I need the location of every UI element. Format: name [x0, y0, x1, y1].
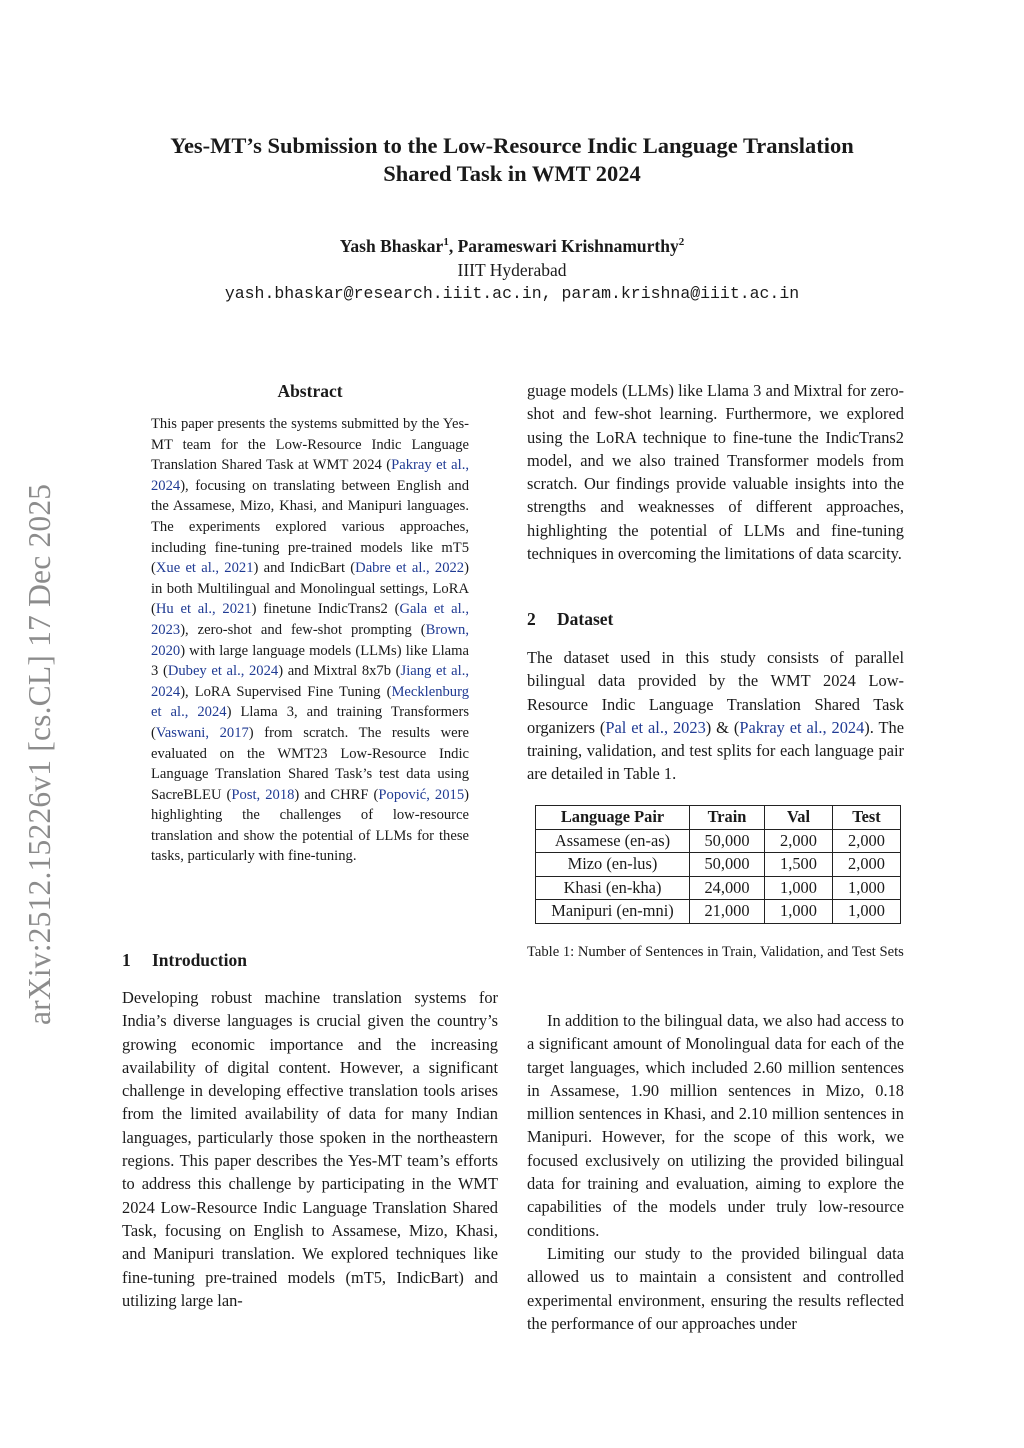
citation-link[interactable]: Brown, 2020 [151, 621, 469, 659]
table-cell: 24,000 [690, 876, 765, 900]
table-cell: 2,000 [833, 829, 901, 853]
citation-link[interactable]: Pakray et al., 2024 [151, 457, 469, 494]
title-line-1: Yes-MT’s Submission to the Low-Resource Indic Language Translation [170, 133, 854, 158]
column-header: Test [833, 806, 901, 830]
table-cell: 2,000 [765, 829, 833, 853]
author-1: Yash Bhaskar [339, 235, 444, 256]
citation-link[interactable]: Dubey et al., 2024 [167, 663, 279, 680]
section-number: 1 [122, 950, 131, 970]
author-2: Parameswari Krishnamurthy [457, 235, 679, 256]
table-row [536, 829, 901, 853]
citation-link[interactable]: Gala et al., 2023 [151, 601, 469, 638]
citation-link[interactable]: Pakray et al., 2024 [739, 717, 865, 737]
title-line-2: Shared Task in WMT 2024 [383, 161, 641, 186]
abstract [151, 380, 469, 867]
citation-link[interactable]: Mecklenburg et al., 2024 [151, 683, 469, 721]
section-title: Dataset [557, 609, 614, 629]
paper-title [100, 132, 924, 188]
table-cell: Assamese (en-as) [536, 829, 690, 853]
introduction-continued [527, 379, 904, 565]
table-row [536, 876, 901, 900]
section-title: Introduction [152, 950, 247, 970]
section-1-heading [122, 950, 247, 971]
citation-link[interactable]: Hu et al., 2021 [155, 601, 252, 618]
table-cell: 1,000 [765, 900, 833, 924]
author-emails: yash.bhaskar@research.iiit.ac.in, param.krishna@iiit.ac.in [224, 283, 800, 303]
citation-link[interactable]: Xue et al., 2021 [155, 560, 254, 577]
table-row [536, 900, 901, 924]
dataset-paragraph: The dataset used in this study consists of parallel bilingual data provided by the WMT 2024 Low-Resource Indic Language Translation Shared Task organizers (Pal et al., 2023) & (Pakray et al., 2024). The training, validation, and test splits for each language pair are detailed in Table 1. [527, 648, 904, 784]
author-names [100, 230, 924, 258]
citation-link[interactable]: Dabre et al., 2022 [355, 560, 465, 577]
citation-link[interactable]: Jiang et al., 2024 [151, 663, 469, 700]
table-cell: 1,000 [833, 876, 901, 900]
table-cell: Mizo (en-lus) [536, 853, 690, 877]
author-2-affil: 2 [678, 236, 685, 248]
dataset-table [535, 805, 901, 924]
abstract-heading: Abstract [277, 381, 343, 401]
introduction-text [122, 986, 498, 1312]
table-cell: 1,500 [765, 853, 833, 877]
section-2-heading [527, 609, 613, 630]
table-cell: Khasi (en-kha) [536, 876, 690, 900]
table-cell: 2,000 [833, 853, 901, 877]
column-header: Train [690, 806, 765, 830]
dataset-text-continued [527, 1009, 904, 1335]
abstract-text: This paper presents the systems submitted by the Yes-MT team for the Low-Resource Indic Language Translation Shared Task at WMT 2024 (Pakray et al., 2024), focusing on translating between English and the Assamese, Mizo, Khasi, and Manipuri languages. The experiments explored various approaches, including fine-tuning pre-trained models like mT5 (Xue et al., 2021) and IndicBart (Dabre et al., 2022) in both Multilingual and Monolingual settings, LoRA (Hu et al., 2021) finetune IndicTrans2 (Gala et al., 2023), zero-shot and few-shot prompting (Brown, 2020) with large language models (LLMs) like Llama 3 (Dubey et al., 2024) and Mixtral 8x7b (Jiang et al., 2024), LoRA Supervised Fine Tuning (Mecklenburg et al., 2024) Llama 3, and training Transformers (Vaswani, 2017) from scratch. The results were evaluated on the WMT23 Low-Resource Indic Language Translation Shared Task’s test data using SacreBLEU (Post, 2018) and CHRF (Popović, 2015) highlighting the challenges of low-resource translation and show the potential of LLMs for these tasks, particularly with fine-tuning. [151, 416, 470, 865]
table-header-row [536, 806, 901, 830]
dataset-paragraph-2: In addition to the bilingual data, we also had access to a significant amount of Monolingual data for each of the target languages, which included 2.60 million sentences in Assamese, 1.90 million sentences in Mizo, 0.18 million sentences in Khasi, and 2.10 million sentences in Manipuri. However, for the scope of this work, we focused exclusively on utilizing the provided bilingual data for training and evaluation, aiming to explore the capabilities of the models under truly low-resource conditions. [527, 1011, 904, 1240]
citation-link[interactable]: Popović, 2015 [378, 786, 465, 803]
column-header: Val [765, 806, 833, 830]
table-cell: Manipuri (en-mni) [536, 900, 690, 924]
column-header: Language Pair [536, 806, 690, 830]
section-number: 2 [527, 609, 536, 629]
author-separator: , [448, 235, 458, 256]
table-row [536, 853, 901, 877]
intro-paragraph-continued: guage models (LLMs) like Llama 3 and Mixtral for zero-shot and few-shot learning. Furthermore, we explored using the LoRA technique to fine-tune the IndicTrans2 model, and we also trained Transformer models from scratch. Our findings provide valuable insights into the strengths and weaknesses of different approaches, highlighting the potential of LLMs and fine-tuning techniques in overcoming the limitations of data scarcity. [527, 381, 904, 564]
table-cell: 50,000 [690, 853, 765, 877]
citation-link[interactable]: Pal et al., 2023 [605, 717, 706, 737]
table-cell: 50,000 [690, 829, 765, 853]
author-1-affil: 1 [443, 236, 449, 248]
intro-paragraph: Developing robust machine translation systems for India’s diverse languages is crucial given the country’s growing economic importance and the increasing availability of digital content. However, a significant challenge in developing effective translation tools arises from the limited availability of data for many Indian languages, particularly those spoken in the northeastern regions. This paper describes the Yes-MT team’s efforts to address this challenge by participating in the WMT 2024 Low-Resource Indic Language Translation Shared Task, focusing on English to Assamese, Mizo, Khasi, and Manipuri translation. We explored techniques like fine-tuning pre-trained models (mT5, IndicBart) and utilizing large lan- [122, 988, 498, 1310]
table-caption: Table 1: Number of Sentences in Train, Validation, and Test Sets [527, 944, 904, 960]
affiliation: IIIT Hyderabad [457, 259, 567, 280]
table-cell: 1,000 [765, 876, 833, 900]
arxiv-stamp: arXiv:2512.15226v1 [cs.CL] 17 Dec 2025 [22, 483, 57, 1025]
table-cell: 1,000 [833, 900, 901, 924]
citation-link[interactable]: Post, 2018 [231, 786, 295, 803]
author-block [100, 230, 924, 306]
citation-link[interactable]: Vaswani, 2017 [155, 724, 249, 741]
dataset-paragraph-3: Limiting our study to the provided bilingual data allowed us to maintain a consistent and controlled experimental environment, ensuring the results reflected the performance of our approaches under [527, 1243, 904, 1333]
table-cell: 21,000 [690, 900, 765, 924]
dataset-text [527, 646, 904, 786]
